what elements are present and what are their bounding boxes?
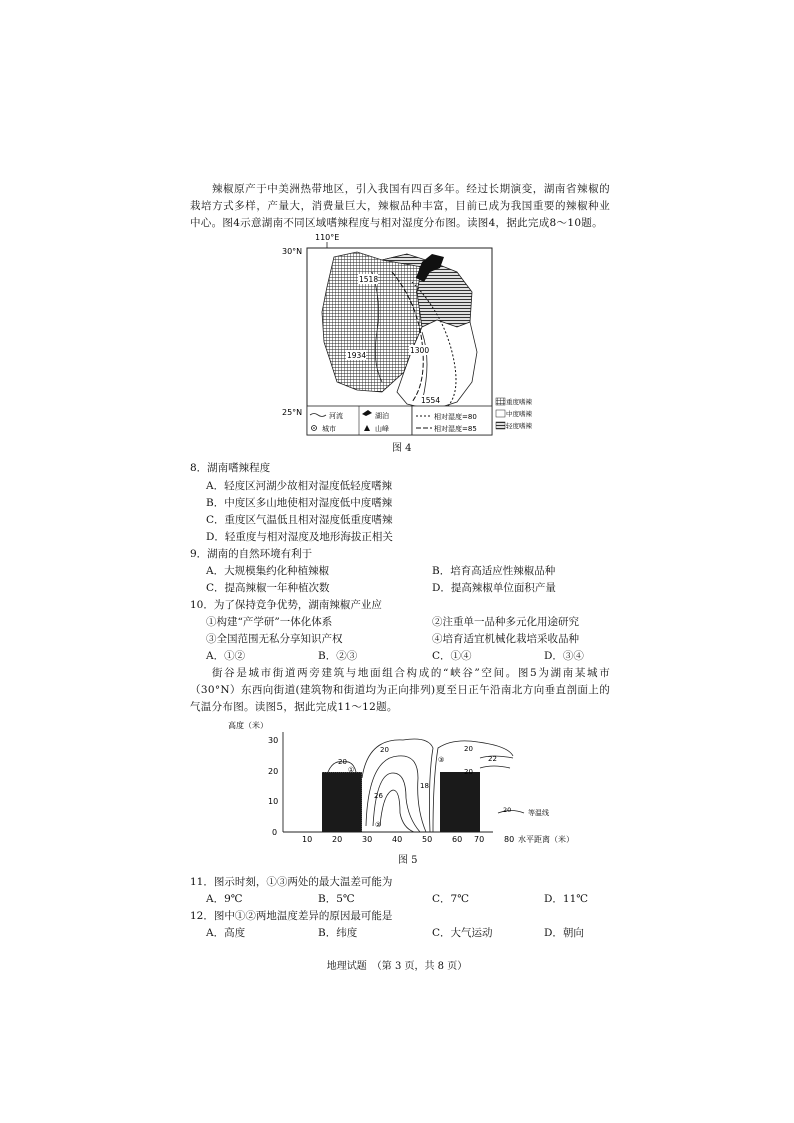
xtick-60: 60 [452,835,463,844]
q8-option-b: B．中度区多山地使相对湿度低中度嗜辣 [206,497,393,509]
chart-ylabel: 高度（米） [228,721,268,730]
q8-stem: 8．湖南嗜辣程度 [190,462,271,474]
lat-bottom-label: 25°N [282,408,303,417]
lat-top-label: 30°N [282,247,303,256]
q12-option-a: A．高度 [206,927,246,939]
q11-option-d: D．11℃ [544,893,589,905]
ytick-0: 0 [272,828,278,837]
isotherm-label-7: 18 [420,782,429,790]
legend-heavy: 重度嗜辣 [506,398,532,406]
q12-option-c: C．大气运动 [432,927,493,939]
q10-stem: 10．为了保持竞争优势，湖南辣椒产业应 [190,599,382,611]
xtick-50: 50 [422,835,433,844]
legend-river: 河流 [329,412,343,420]
point-3: ③ [438,756,445,764]
figure5-caption: 图 5 [398,855,418,866]
peak-1518: 1518 [359,275,379,284]
q10-option-b: B．②③ [318,650,358,662]
ytick-30: 30 [268,736,279,745]
isotherm-label-6: 26 [374,792,383,800]
q9-option-d: D．提高辣椒单位面积产量 [432,582,556,594]
point-2: ② [375,821,382,829]
isotherm-label-5: 22 [488,755,497,763]
lon-label: 110°E [315,233,340,242]
q9-option-a: A．大规模集约化种植辣椒 [206,565,330,577]
legend-lake: 湖泊 [375,412,389,420]
isotherm-label-1: 20 [338,758,347,766]
ytick-20: 20 [268,767,279,776]
isotherm-label-4: 20 [464,768,473,776]
q8-option-c: C．重度区气温低且相对湿度低重度嗜辣 [206,514,393,526]
chart-xlabel: 水平距离（米） [518,835,574,844]
legend-light: 轻度嗜辣 [506,422,532,430]
figure4-caption: 图 4 [392,443,412,454]
q9-option-b: B．培育高适应性辣椒品种 [432,565,556,577]
peak-1554: 1554 [421,396,441,405]
legend-peak: 山峰 [375,425,389,433]
legend-isotherm-text: 等温线 [528,809,549,817]
xtick-20: 20 [332,835,343,844]
legend-isotherm-value: 20 [503,806,512,814]
q10-option-c: C．①④ [432,650,472,662]
hunan-map-figure [272,232,532,437]
passage-chili: 辣椒原产于中美洲热带地区，引入我国有四百多年。经过长期演变，湖南省辣椒的栽培方式多样，产量大，消费量巨大，辣椒品种丰富，目前已成为我国重要的辣椒种业中心。图4示意湖南不同区域嗜辣程度与相对湿度分布图。读图4，据此完成8～10题。 [190,183,610,229]
q9-option-c: C．提高辣椒一年种植次数 [206,582,330,594]
q11-option-a: A．9℃ [206,893,243,905]
isotherm-label-2: 20 [380,746,389,754]
building-east [440,772,480,832]
xtick-40: 40 [392,835,403,844]
point-1: ① [348,766,355,774]
building-west [322,772,362,832]
isotherm-label-3: 20 [464,745,473,753]
xtick-80: 80 [504,835,515,844]
q12-option-b: B．纬度 [318,927,358,939]
legend-city: 城市 [322,425,336,433]
street-canyon-chart [228,718,598,848]
q8-option-a: A．轻度区河湖少故相对湿度低轻度嗜辣 [206,480,393,492]
legend-rh80: 相对湿度=80 [434,413,477,421]
legend-medium: 中度嗜辣 [506,410,532,418]
peak-1934: 1934 [347,351,367,360]
xtick-10: 10 [302,835,313,844]
q10-option-d: D．③④ [544,650,584,662]
q12-option-d: D．朝向 [544,927,584,939]
q10-statement-2: ②注重单一品种多元化用途研究 [432,616,579,628]
q10-statement-1: ①构建“产学研”一体化体系 [206,616,333,628]
q10-option-a: A．①② [206,650,246,662]
ytick-10: 10 [268,797,279,806]
q12-stem: 12．图中①②两地温度差异的原因最可能是 [190,910,393,922]
q9-stem: 9．湖南的自然环境有利于 [190,548,313,560]
passage-street-canyon: 街谷是城市街道两旁建筑与地面组合构成的“峡谷”空间。图5为湖南某城市（30°N）东西向街道(建筑物和街道均为正向排列)夏至日正午沿南北方向垂直剖面上的气温分布图。读图5，据此完成11～12题。 [190,667,610,713]
q10-statement-4: ④培育适宜机械化栽培采收品种 [432,633,579,645]
peak-1300: 1300 [410,346,430,355]
xtick-70: 70 [474,835,485,844]
legend-rh85: 相对湿度=85 [434,425,477,433]
page-footer: 地理试题 （第 3 页，共 8 页） [326,961,468,972]
q8-option-d: D．轻重度与相对湿度及地形海拔正相关 [206,531,393,543]
xtick-30: 30 [362,835,373,844]
q10-statement-3: ③全国范围无私分享知识产权 [206,633,343,645]
q11-option-b: B．5℃ [318,893,355,905]
q11-stem: 11．图示时刻，①③两处的最大温差可能为 [190,876,393,888]
q11-option-c: C．7℃ [432,893,469,905]
